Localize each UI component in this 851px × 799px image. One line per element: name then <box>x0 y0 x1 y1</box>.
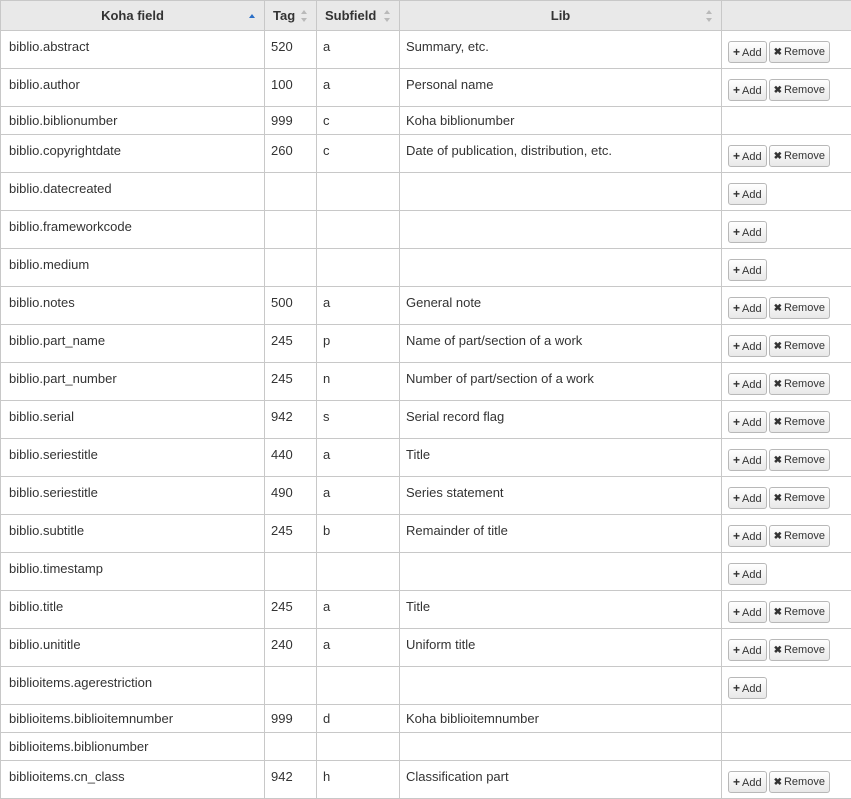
table-row <box>1 107 851 135</box>
plus-icon: + <box>733 564 740 584</box>
plus-icon: + <box>733 602 740 622</box>
add-mapping-button[interactable] <box>728 259 767 281</box>
koha-field-cell: biblio.timestamp <box>1 553 265 591</box>
actions-cell <box>722 553 851 591</box>
remove-mapping-button[interactable] <box>769 771 830 793</box>
close-icon: ✖ <box>774 451 782 471</box>
sort-both-icon <box>301 10 308 22</box>
add-button-label: Add <box>742 607 762 619</box>
actions-cell <box>722 249 851 287</box>
column-header-label: Lib <box>551 8 571 23</box>
add-mapping-button[interactable] <box>728 563 767 585</box>
plus-icon: + <box>733 146 740 166</box>
remove-mapping-button[interactable] <box>769 525 830 547</box>
table-row <box>1 69 851 107</box>
plus-icon: + <box>733 374 740 394</box>
actions-cell <box>722 705 851 733</box>
koha-field-cell: biblio.seriestitle <box>1 439 265 477</box>
koha-field-cell: biblioitems.biblionumber <box>1 733 265 761</box>
remove-button-label: Remove <box>784 150 825 162</box>
add-mapping-button[interactable] <box>728 525 767 547</box>
actions-cell <box>722 173 851 211</box>
tag-cell: 260 <box>265 135 317 173</box>
tag-cell: 245 <box>265 325 317 363</box>
table-row <box>1 287 851 325</box>
tag-cell: 240 <box>265 629 317 667</box>
actions-cell <box>722 135 851 173</box>
koha-field-cell: biblio.frameworkcode <box>1 211 265 249</box>
plus-icon: + <box>733 222 740 242</box>
lib-cell: Series statement <box>400 477 722 515</box>
lib-cell: Personal name <box>400 69 722 107</box>
remove-button-label: Remove <box>784 84 825 96</box>
column-header-subfield[interactable] <box>317 1 400 31</box>
remove-button-label: Remove <box>784 644 825 656</box>
add-button-label: Add <box>742 493 762 505</box>
add-button-label: Add <box>742 455 762 467</box>
koha-field-cell: biblio.author <box>1 69 265 107</box>
tag-cell: 100 <box>265 69 317 107</box>
tag-cell: 245 <box>265 363 317 401</box>
remove-mapping-button[interactable] <box>769 601 830 623</box>
table-row <box>1 211 851 249</box>
subfield-cell: a <box>317 477 400 515</box>
koha-field-cell: biblio.datecreated <box>1 173 265 211</box>
subfield-cell: a <box>317 629 400 667</box>
add-mapping-button[interactable] <box>728 297 767 319</box>
subfield-cell: d <box>317 705 400 733</box>
remove-button-label: Remove <box>784 492 825 504</box>
remove-button-label: Remove <box>784 416 825 428</box>
tag-cell: 500 <box>265 287 317 325</box>
tag-cell <box>265 667 317 705</box>
koha-field-cell: biblio.serial <box>1 401 265 439</box>
subfield-cell: c <box>317 135 400 173</box>
close-icon: ✖ <box>774 81 782 101</box>
close-icon: ✖ <box>774 413 782 433</box>
table-row <box>1 515 851 553</box>
subfield-cell <box>317 249 400 287</box>
remove-button-label: Remove <box>784 530 825 542</box>
subfield-cell: n <box>317 363 400 401</box>
close-icon: ✖ <box>774 603 782 623</box>
lib-cell <box>400 733 722 761</box>
add-button-label: Add <box>742 645 762 657</box>
table-row <box>1 135 851 173</box>
add-button-label: Add <box>742 569 762 581</box>
lib-cell: Classification part <box>400 761 722 799</box>
plus-icon: + <box>733 640 740 660</box>
actions-cell <box>722 363 851 401</box>
close-icon: ✖ <box>774 299 782 319</box>
table-row <box>1 733 851 761</box>
remove-mapping-button[interactable] <box>769 373 830 395</box>
koha-field-cell: biblio.unititle <box>1 629 265 667</box>
close-icon: ✖ <box>774 43 782 63</box>
add-mapping-button[interactable] <box>728 449 767 471</box>
add-mapping-button[interactable] <box>728 601 767 623</box>
close-icon: ✖ <box>774 489 782 509</box>
lib-cell: Koha biblioitemnumber <box>400 705 722 733</box>
table-row <box>1 629 851 667</box>
subfield-cell: a <box>317 439 400 477</box>
add-mapping-button[interactable] <box>728 639 767 661</box>
table-row <box>1 667 851 705</box>
plus-icon: + <box>733 526 740 546</box>
sort-both-icon <box>706 10 713 22</box>
close-icon: ✖ <box>774 527 782 547</box>
actions-cell <box>722 69 851 107</box>
table-body <box>1 31 851 799</box>
add-mapping-button[interactable] <box>728 373 767 395</box>
koha-field-cell: biblioitems.cn_class <box>1 761 265 799</box>
lib-cell: Name of part/section of a work <box>400 325 722 363</box>
tag-cell: 490 <box>265 477 317 515</box>
close-icon: ✖ <box>774 375 782 395</box>
lib-cell: Uniform title <box>400 629 722 667</box>
subfield-cell: a <box>317 591 400 629</box>
subfield-cell <box>317 667 400 705</box>
tag-cell: 942 <box>265 761 317 799</box>
remove-button-label: Remove <box>784 606 825 618</box>
plus-icon: + <box>733 336 740 356</box>
subfield-cell: c <box>317 107 400 135</box>
koha-field-cell: biblio.seriestitle <box>1 477 265 515</box>
lib-cell: Number of part/section of a work <box>400 363 722 401</box>
sort-ascending-icon <box>249 10 256 22</box>
remove-mapping-button[interactable] <box>769 297 830 319</box>
koha-field-cell: biblio.abstract <box>1 31 265 69</box>
tag-cell <box>265 211 317 249</box>
close-icon: ✖ <box>774 773 782 793</box>
tag-cell <box>265 173 317 211</box>
column-header-koha-field[interactable] <box>1 1 265 31</box>
actions-cell <box>722 439 851 477</box>
plus-icon: + <box>733 450 740 470</box>
plus-icon: + <box>733 80 740 100</box>
plus-icon: + <box>733 678 740 698</box>
actions-cell <box>722 31 851 69</box>
koha-field-cell: biblio.notes <box>1 287 265 325</box>
lib-cell <box>400 173 722 211</box>
subfield-cell: a <box>317 287 400 325</box>
add-button-label: Add <box>742 303 762 315</box>
add-mapping-button[interactable] <box>728 41 767 63</box>
table-row <box>1 363 851 401</box>
plus-icon: + <box>733 42 740 62</box>
subfield-cell: a <box>317 69 400 107</box>
add-button-label: Add <box>742 379 762 391</box>
actions-cell <box>722 477 851 515</box>
close-icon: ✖ <box>774 337 782 357</box>
column-header-label: Koha field <box>101 8 164 23</box>
remove-mapping-button[interactable] <box>769 335 830 357</box>
subfield-cell: p <box>317 325 400 363</box>
tag-cell <box>265 249 317 287</box>
tag-cell: 245 <box>265 515 317 553</box>
actions-cell <box>722 287 851 325</box>
actions-cell <box>722 107 851 135</box>
lib-cell: Summary, etc. <box>400 31 722 69</box>
remove-button-label: Remove <box>784 454 825 466</box>
plus-icon: + <box>733 260 740 280</box>
koha-field-cell: biblio.subtitle <box>1 515 265 553</box>
tag-cell: 245 <box>265 591 317 629</box>
actions-cell <box>722 761 851 799</box>
koha-field-cell: biblio.biblionumber <box>1 107 265 135</box>
remove-mapping-button[interactable] <box>769 449 830 471</box>
add-button-label: Add <box>742 189 762 201</box>
koha-field-cell: biblio.copyrightdate <box>1 135 265 173</box>
plus-icon: + <box>733 298 740 318</box>
tag-cell: 440 <box>265 439 317 477</box>
add-mapping-button[interactable] <box>728 183 767 205</box>
table-row <box>1 249 851 287</box>
add-mapping-button[interactable] <box>728 335 767 357</box>
add-mapping-button[interactable] <box>728 487 767 509</box>
subfield-cell: a <box>317 31 400 69</box>
column-header-actions <box>722 1 851 31</box>
lib-cell: Title <box>400 591 722 629</box>
table-row <box>1 31 851 69</box>
close-icon: ✖ <box>774 147 782 167</box>
actions-cell <box>722 401 851 439</box>
column-header-tag[interactable] <box>265 1 317 31</box>
remove-button-label: Remove <box>784 378 825 390</box>
koha-field-cell: biblioitems.biblioitemnumber <box>1 705 265 733</box>
add-mapping-button[interactable] <box>728 79 767 101</box>
add-mapping-button[interactable] <box>728 411 767 433</box>
koha-field-cell: biblio.part_number <box>1 363 265 401</box>
sort-both-icon <box>384 10 391 22</box>
actions-cell <box>722 629 851 667</box>
actions-cell <box>722 591 851 629</box>
table-row <box>1 761 851 799</box>
add-mapping-button[interactable] <box>728 771 767 793</box>
add-mapping-button[interactable] <box>728 677 767 699</box>
actions-cell <box>722 325 851 363</box>
add-button-label: Add <box>742 227 762 239</box>
add-button-label: Add <box>742 683 762 695</box>
add-button-label: Add <box>742 531 762 543</box>
actions-cell <box>722 733 851 761</box>
add-button-label: Add <box>742 265 762 277</box>
lib-cell: Remainder of title <box>400 515 722 553</box>
subfield-cell <box>317 173 400 211</box>
remove-button-label: Remove <box>784 340 825 352</box>
actions-cell <box>722 667 851 705</box>
koha-field-cell: biblio.part_name <box>1 325 265 363</box>
remove-mapping-button[interactable] <box>769 411 830 433</box>
remove-mapping-button[interactable] <box>769 145 830 167</box>
subfield-cell: s <box>317 401 400 439</box>
lib-cell <box>400 553 722 591</box>
actions-cell <box>722 515 851 553</box>
subfield-cell <box>317 733 400 761</box>
table-row <box>1 325 851 363</box>
table-row <box>1 401 851 439</box>
lib-cell: Serial record flag <box>400 401 722 439</box>
tag-cell <box>265 733 317 761</box>
tag-cell: 999 <box>265 705 317 733</box>
add-button-label: Add <box>742 777 762 789</box>
koha-field-cell: biblioitems.agerestriction <box>1 667 265 705</box>
tag-cell: 999 <box>265 107 317 135</box>
lib-cell <box>400 211 722 249</box>
lib-cell <box>400 667 722 705</box>
table-row <box>1 553 851 591</box>
subfield-cell <box>317 211 400 249</box>
plus-icon: + <box>733 412 740 432</box>
koha-field-cell: biblio.title <box>1 591 265 629</box>
remove-mapping-button[interactable] <box>769 41 830 63</box>
koha-field-cell: biblio.medium <box>1 249 265 287</box>
column-header-label: Subfield <box>325 8 376 23</box>
lib-cell <box>400 249 722 287</box>
actions-cell <box>722 211 851 249</box>
lib-cell: General note <box>400 287 722 325</box>
add-mapping-button[interactable] <box>728 221 767 243</box>
tag-cell <box>265 553 317 591</box>
subfield-cell <box>317 553 400 591</box>
table-header-row <box>1 1 851 31</box>
add-button-label: Add <box>742 151 762 163</box>
add-mapping-button[interactable] <box>728 145 767 167</box>
remove-button-label: Remove <box>784 46 825 58</box>
plus-icon: + <box>733 184 740 204</box>
remove-mapping-button[interactable] <box>769 79 830 101</box>
plus-icon: + <box>733 488 740 508</box>
plus-icon: + <box>733 772 740 792</box>
add-button-label: Add <box>742 341 762 353</box>
add-button-label: Add <box>742 417 762 429</box>
table-row <box>1 173 851 211</box>
lib-cell: Title <box>400 439 722 477</box>
add-button-label: Add <box>742 85 762 97</box>
lib-cell: Koha biblionumber <box>400 107 722 135</box>
close-icon: ✖ <box>774 641 782 661</box>
tag-cell: 520 <box>265 31 317 69</box>
table-row <box>1 439 851 477</box>
column-header-lib[interactable] <box>400 1 722 31</box>
remove-mapping-button[interactable] <box>769 487 830 509</box>
subfield-cell: b <box>317 515 400 553</box>
add-button-label: Add <box>742 47 762 59</box>
subfield-cell: h <box>317 761 400 799</box>
table-row <box>1 705 851 733</box>
lib-cell: Date of publication, distribution, etc. <box>400 135 722 173</box>
table-row <box>1 477 851 515</box>
remove-button-label: Remove <box>784 776 825 788</box>
remove-mapping-button[interactable] <box>769 639 830 661</box>
column-header-label: Tag <box>273 8 295 23</box>
remove-button-label: Remove <box>784 302 825 314</box>
table-row <box>1 591 851 629</box>
tag-cell: 942 <box>265 401 317 439</box>
